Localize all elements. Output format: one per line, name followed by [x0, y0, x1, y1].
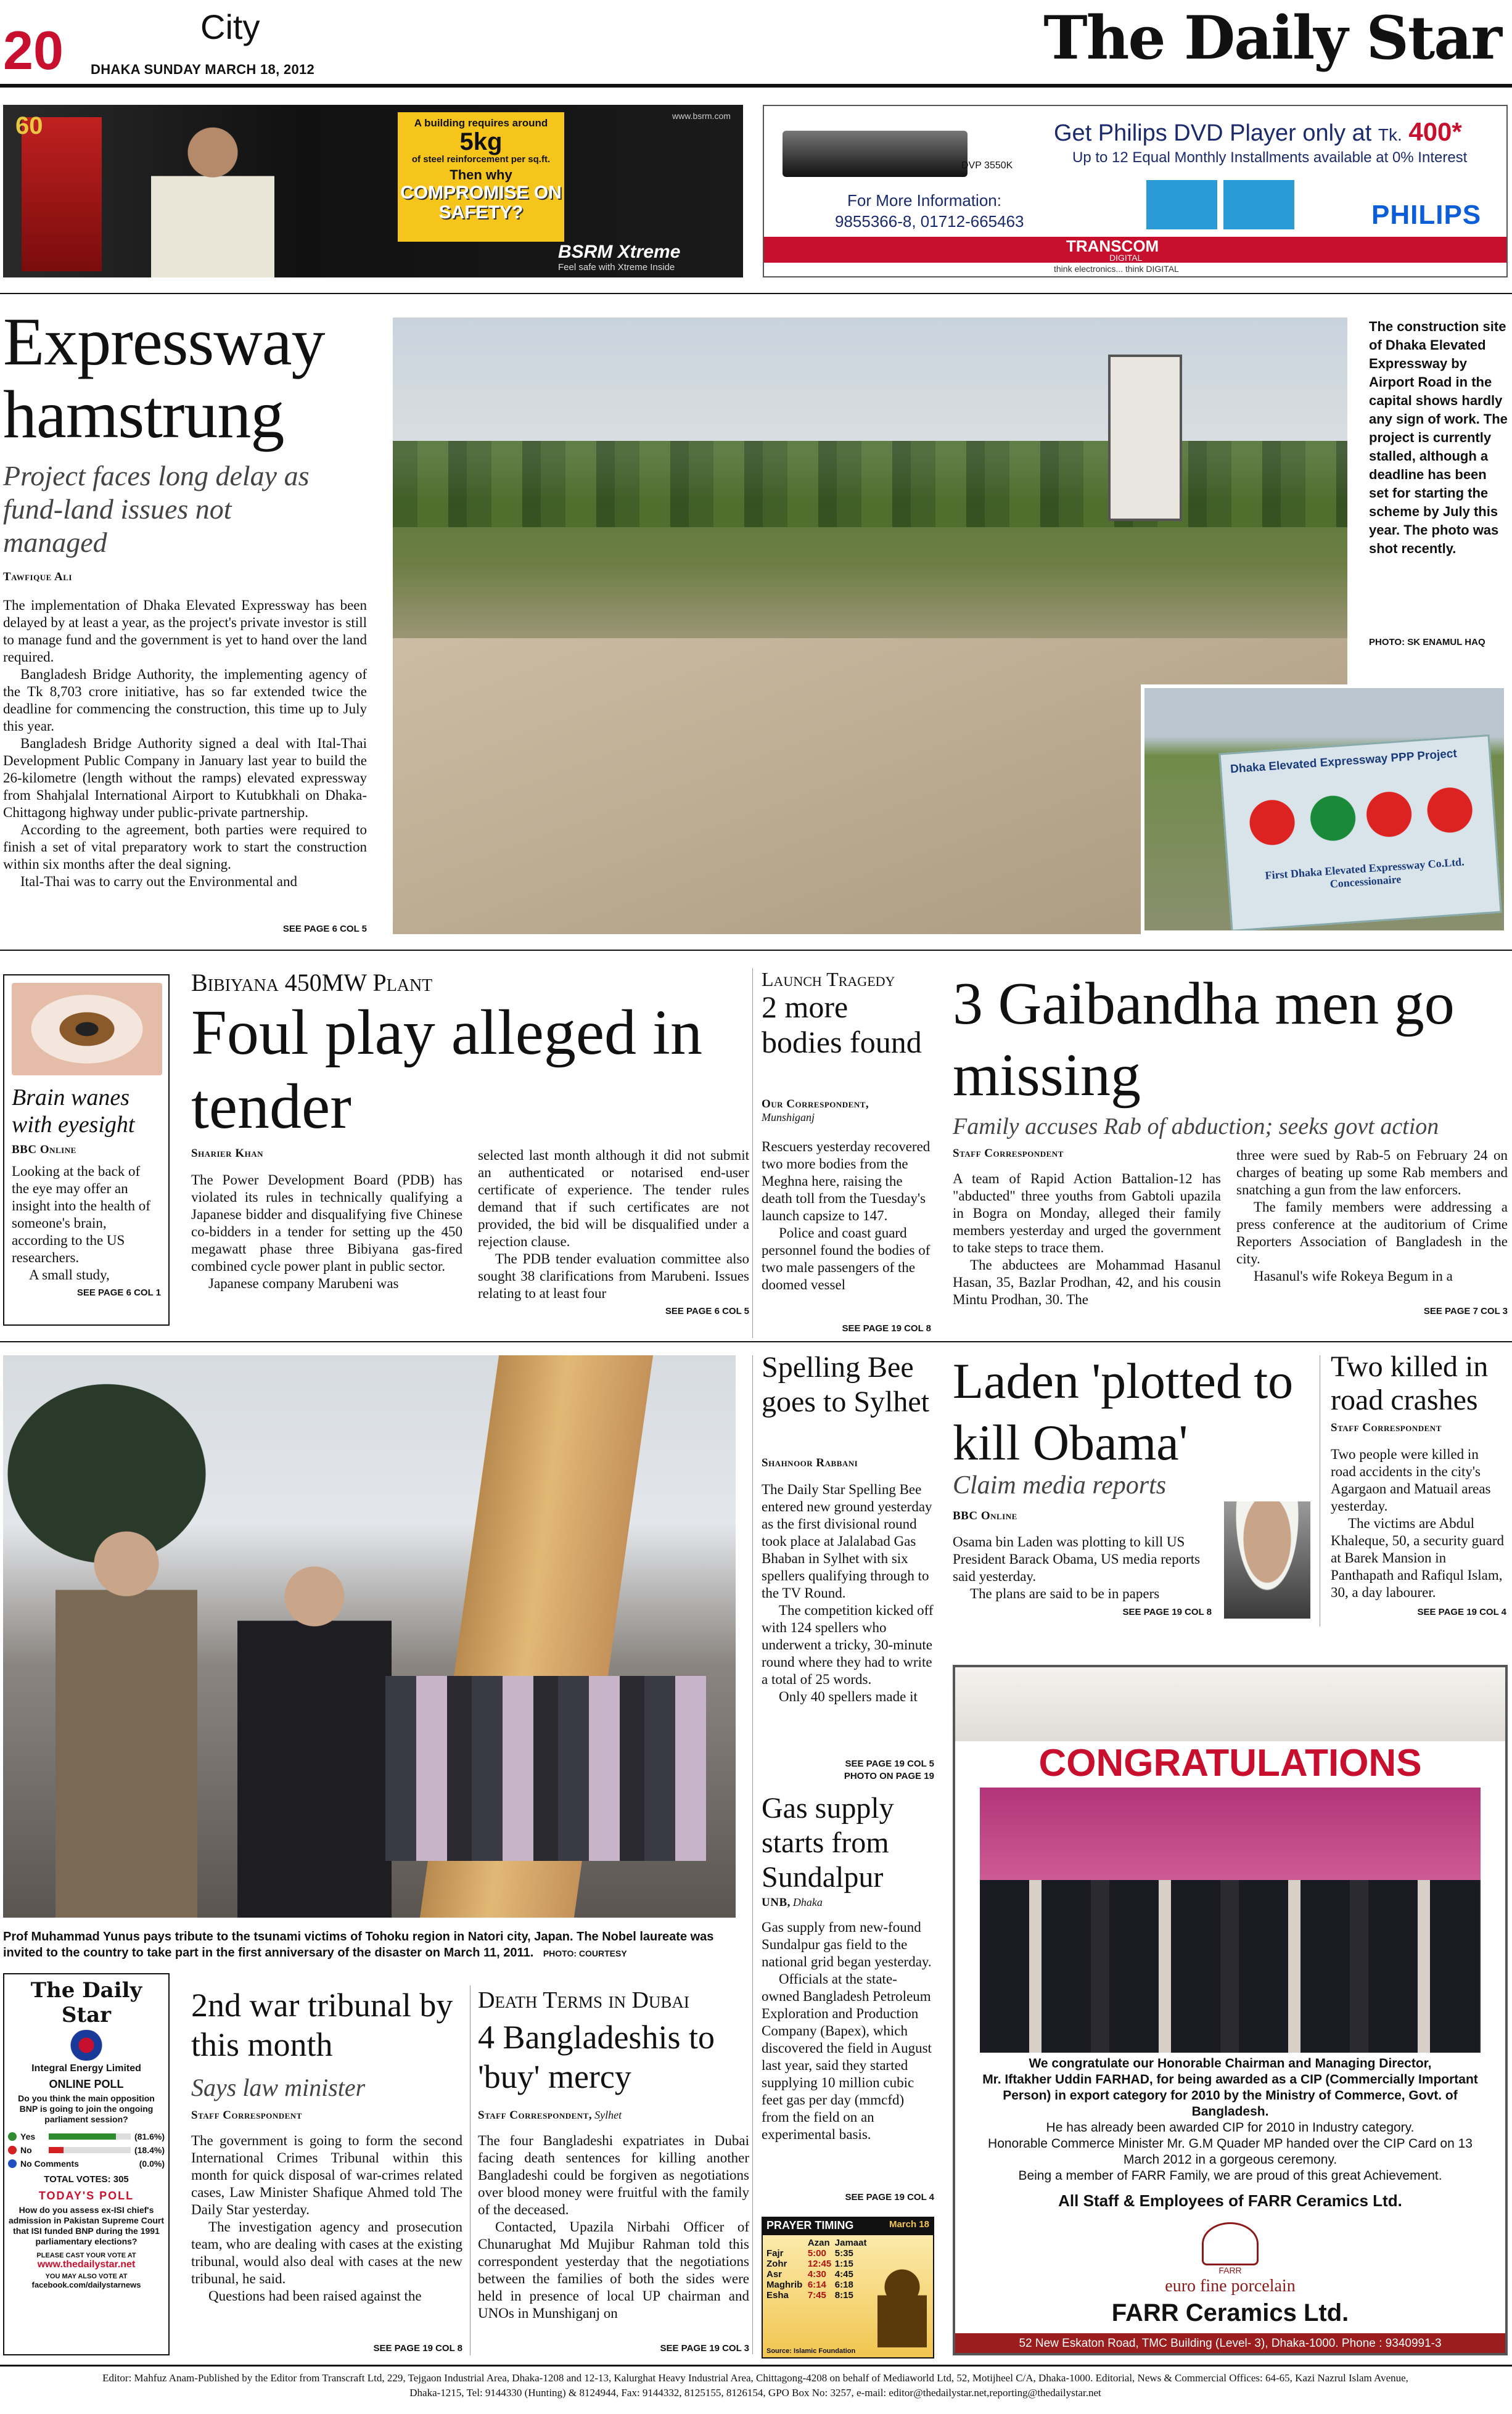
road-see-page: SEE PAGE 19 COL 4: [1417, 1607, 1506, 1617]
prayer-jamaat: 4:45: [834, 2269, 853, 2280]
prayer-source: Source: Islamic Foundation: [766, 2347, 856, 2355]
launch-headline: 2 more bodies found: [762, 990, 922, 1059]
poll-label-no: No: [20, 2145, 32, 2155]
poll-pct-nocomment: (0.0%): [139, 2159, 165, 2169]
launch-para-2: Police and coast guard personnel found the bodies of two male passengers of the doomed vessel: [762, 1225, 931, 1292]
photo-sign-board: [1108, 355, 1182, 521]
lead-byline: Tawfique Ali: [3, 570, 72, 583]
poll-title: ONLINE POLL: [49, 2078, 124, 2090]
gaibandha-byline: Staff Correspondent: [953, 1147, 1064, 1160]
philips-phones: 9855366-8, 01712-665463: [835, 212, 1024, 231]
bibiyana-col2: [478, 1147, 749, 1302]
lead-photo-credit: PHOTO: SK ENAMUL HAQ: [1369, 637, 1485, 647]
gaibandha-subhead: Family accuses Rab of abduction; seeks govt action: [953, 1114, 1439, 1139]
poll-bar-yes: [49, 2133, 116, 2140]
spelling-para-2: The competition kicked off with 124 spellers who underwent a tricky, 30-minute round where they had to write a total of 25 words.: [762, 1603, 934, 1687]
tribunal-para-1: The government is going to form the second International Crimes Tribunal within this month for quick disposal of war-crimes related cases, Law Minister Shafique Ahmed told The Daily Star yesterday.: [191, 2133, 462, 2217]
gas-location: Dhaka: [792, 1896, 823, 1908]
dubai-body: [478, 2132, 749, 2322]
prayer-azan: 7:45: [807, 2290, 826, 2301]
gas-see-page: SEE PAGE 19 COL 4: [845, 2192, 934, 2203]
prayer-title: PRAYER TIMING: [766, 2219, 854, 2231]
poll-bar-track: [49, 2133, 131, 2140]
yunus-photo-credit: PHOTO: COURTESY: [543, 1948, 627, 1958]
tribunal-byline: Staff Correspondent: [191, 2109, 302, 2122]
farr-line-2: Mr. Iftakher Uddin FARHAD, for being awarded as a CIP (Commercially Important Person) in export category for 2010 by the Ministry of Commerce, Govt. of Bangladesh.: [982, 2072, 1478, 2119]
poll-pct-yes: (81.6%): [134, 2132, 165, 2141]
gaibandha-see-page: SEE PAGE 7 COL 3: [1423, 1306, 1508, 1316]
yunus-caption-text: Prof Muhammad Yunus pays tribute to the tsunami victims of Tohoku region in Natori city, Japan. The Nobel laureate was invited to the country to take part in the first anniversary of the disaster on March 11, 2011.: [3, 1930, 714, 1960]
poll-option-no[interactable]: [8, 2143, 165, 2157]
dvd-model: DVP 3550K: [961, 160, 1013, 171]
dubai-para-1: The four Bangladeshi expatriates in Dubai facing death sentences for killing another Bangladeshi could be forgiven as negotiations over blood money were fruitful with the family of the deceased.: [478, 2133, 749, 2217]
spelling-para-1: The Daily Star Spelling Bee entered new ground yesterday as the first divisional round took place at Jalalabad Gas Bhaban in Sylhet with six spellers qualifying through to the TV Round.: [762, 1482, 932, 1601]
tribunal-subhead: Says law minister: [191, 2074, 366, 2101]
poll-dot-nocomment: [8, 2159, 17, 2168]
farr-ceremony-photo: [980, 1788, 1481, 2053]
prayer-row: [766, 2259, 871, 2269]
gaibandha-col1-para-2: The abductees are Mohammad Hasanul Hasan, 35, Bazlar Prodhan, 42, and his cousin Mintu Prodhan, 30. The: [953, 1257, 1221, 1307]
prayer-col-azan: Azan: [807, 2238, 830, 2248]
farr-tagline: euro fine porcelain: [1165, 2276, 1296, 2296]
inset-sign-board: [1218, 734, 1502, 932]
poll-option-nocomment[interactable]: [8, 2157, 165, 2170]
brain-body: Looking at the back of the eye may offer an insight into the health of someone's brain, according to the US researchers.: [12, 1164, 150, 1265]
bsrm-line3: of steel reinforcement per sq.ft.: [411, 154, 551, 165]
spelling-byline: Shahnoor Rabbani: [762, 1456, 858, 1469]
tribunal-headline: 2nd war tribunal by this month: [191, 1987, 453, 2063]
philips-headline: [1054, 117, 1462, 147]
poll-sponsor: Integral Energy Limited: [31, 2063, 141, 2074]
farr-message: [980, 2056, 1481, 2184]
lead-photo-caption: The construction site of Dhaka Elevated Expressway by Airport Road in the capital shows hardly any sign of work. The project is currently stalled, although a deadline has been set for starting the scheme by July this year. The photo was shot recently.: [1369, 319, 1508, 556]
crowd: [385, 1676, 706, 1861]
ads-rule: [0, 293, 1512, 294]
prayer-name: Maghrib: [766, 2280, 803, 2290]
transcom-brand: TRANSCOM: [1066, 237, 1159, 255]
farr-address: 52 New Eskaton Road, TMC Building (Level- 3), Dhaka-1000. Phone : 9340991-3: [1019, 2337, 1442, 2350]
laden-see-page: SEE PAGE 19 COL 8: [1122, 1607, 1212, 1617]
launch-kicker: Launch Tragedy: [762, 968, 895, 990]
zero-interest-badges: [1146, 180, 1294, 229]
bibiyana-col1-para-2: Japanese company Marubeni was: [208, 1276, 399, 1291]
road-byline: Staff Correspondent: [1331, 1421, 1442, 1434]
tribunal-body: [191, 2132, 462, 2305]
lead-body: [3, 597, 367, 890]
yunus-photo: [3, 1355, 736, 1918]
prayer-azan: 4:30: [807, 2269, 826, 2280]
prayer-azan: 5:00: [807, 2248, 826, 2259]
gaibandha-col2-para-3: Hasanul's wife Rokeya Begum in a: [1254, 1268, 1453, 1284]
prayer-name: Asr: [766, 2269, 783, 2280]
prayer-azan: 6:14: [807, 2280, 826, 2290]
prayer-row: [766, 2248, 871, 2259]
farr-staff: All Staff & Employees of FARR Ceramics Ltd.: [1058, 2191, 1402, 2210]
poll-visit: YOU MAY ALSO VOTE AT: [45, 2273, 128, 2280]
poll-logo-icon: [68, 2030, 105, 2061]
monk-figure: [237, 1553, 392, 1918]
page-header: [0, 0, 1512, 86]
gaibandha-col1: [953, 1170, 1221, 1308]
lead-para-5: Ital-Thai was to carry out the Environmental and: [20, 874, 297, 889]
dubai-kicker: Death Terms in Dubai: [478, 1987, 689, 2013]
bibiyana-byline: Sharier Khan: [191, 1147, 263, 1160]
launch-see-page: SEE PAGE 19 COL 8: [842, 1323, 931, 1334]
bsrm-brand: BSRM Xtreme: [558, 242, 681, 262]
prayer-row: [766, 2280, 871, 2290]
road-body: [1331, 1446, 1506, 1601]
farr-ad[interactable]: [953, 1665, 1508, 2355]
prayer-title-bar: [763, 2218, 933, 2235]
laden-subhead: Claim media reports: [953, 1471, 1167, 1500]
poll-option-yes[interactable]: [8, 2130, 165, 2143]
spelling-photo-ref: PHOTO ON PAGE 19: [844, 1771, 934, 1781]
brain-box: [3, 974, 170, 1326]
lead-para-4: According to the agreement, both parties were required to finish a set of vital preparatory work to start the construction within six months after the deal signing.: [3, 822, 367, 872]
page-number: 20: [3, 20, 64, 81]
section-label: City: [200, 7, 260, 46]
gas-headline: Gas supply starts from Sundalpur: [762, 1792, 894, 1894]
mosque-icon: [877, 2261, 927, 2347]
dubai-byline: Staff Correspondent,: [478, 2109, 593, 2122]
spelling-see-page: SEE PAGE 19 COL 5: [845, 1759, 934, 1769]
poll-bar-track: [49, 2147, 131, 2153]
dubai-headline: 4 Bangladeshis to 'buy' mercy: [478, 2019, 715, 2095]
lead-para-3: Bangladesh Bridge Authority signed a deal with Ital-Thai Development Public Company in January last year to build the 26-kilometre (length without the ramps) elevated expressway from Shahjalal International Airport to Kutubkhali on Dhaka-Chittagong highway under public-private partnership.: [3, 736, 367, 820]
gas-body: [762, 1919, 934, 2143]
philips-price-prefix: Tk.: [1378, 125, 1402, 144]
prayer-jamaat: 6:18: [834, 2280, 853, 2290]
brain-headline: Brain wanes with eyesight: [12, 1085, 135, 1138]
bsrm-tagline: Feel safe with Xtreme Inside: [558, 262, 675, 273]
poll-dot-yes: [8, 2132, 17, 2141]
gaibandha-col2-para-1: three were sued by Rab-5 on February 24 on charges of beating up some Rab members and snatching a gun from the law enforcers.: [1236, 1147, 1508, 1197]
poll-results: [8, 2130, 165, 2170]
farr-title: CONGRATULATIONS: [1038, 1742, 1422, 1784]
philips-headline-text: Get Philips DVD Player only at: [1054, 120, 1372, 146]
transcom-tagline: think electronics... think DIGITAL: [1054, 264, 1179, 274]
laden-para-1: Osama bin Laden was plotting to kill US President Barack Obama, US media reports said yesterday.: [953, 1534, 1201, 1584]
bibiyana-kicker: Bibiyana 450MW Plant: [191, 969, 433, 996]
philips-price: 400*: [1408, 117, 1462, 146]
brain-see-page: SEE PAGE 6 COL 1: [76, 1287, 161, 1298]
bibiyana-col2-para-1: selected last month although it did not submit an authenticated or notarised end-user certificate of experience. The tender rules demand that if such certificates are not provided, the bid will be disqualified under a rejection clause.: [478, 1147, 749, 1249]
bsrm-line4: Then why: [450, 167, 512, 183]
launch-location: Munshiganj: [762, 1111, 815, 1123]
dubai-see-page: SEE PAGE 19 COL 3: [660, 2343, 749, 2354]
poll-pct-no: (18.4%): [134, 2145, 165, 2155]
bsrm-years-badge: 60: [15, 112, 43, 139]
bibiyana-see-page: SEE PAGE 6 COL 5: [665, 1306, 749, 1316]
header-rule: [0, 84, 1512, 88]
dvd-player-image: [783, 131, 968, 177]
farr-line-3: He has already been awarded CIP for 2010 in Industry category.: [1046, 2120, 1415, 2135]
bsrm-line5: COMPROMISE ON SAFETY?: [400, 183, 562, 223]
bibiyana-col1-para-1: The Power Development Board (PDB) has violated its rules in technically qualifying a Japanese bidder and disqualifying five Chinese co-bidders in a tender for setting up the 450 megawatt phase three Bibiyana gas-fired combined cycle power plant in public sector.: [191, 1172, 462, 1274]
poll-cta: PLEASE CAST YOUR VOTE AT: [36, 2252, 136, 2259]
prayer-row: [766, 2290, 871, 2301]
laden-portrait: [1224, 1501, 1310, 1619]
tribunal-para-3: Questions had been raised against the: [208, 2288, 422, 2304]
prayer-col-jamaat: Jamaat: [834, 2238, 867, 2248]
prayer-date: March 18: [889, 2219, 929, 2230]
launch-para-1: Rescuers yesterday recovered two more bodies from the Meghna here, raising the death toll from the Tuesday's launch capsize to 147.: [762, 1139, 931, 1223]
tribunal-para-2: The investigation agency and prosecution team, who are dealing with cases at the existing tribunal, would also deal with cases at the new tribunal, he said.: [191, 2219, 462, 2286]
yunus-caption: [3, 1929, 736, 1961]
philips-ad[interactable]: [763, 105, 1508, 277]
col-rule-1: [752, 968, 753, 1338]
prayer-name: Zohr: [766, 2259, 787, 2269]
prayer-name: Fajr: [766, 2248, 784, 2259]
gas-para-1: Gas supply from new-found Sundalpur gas field to the national grid began yesterday.: [762, 1919, 932, 1969]
inset-sign-logos: [1242, 781, 1479, 852]
farr-line-5: Being a member of FARR Family, we are proud of this great Achievement.: [1018, 2169, 1442, 2183]
bsrm-building-image: [22, 117, 102, 271]
poll-label-nocomment: No Comments: [20, 2159, 79, 2169]
prayer-table-header: [766, 2238, 871, 2248]
prayer-name: Esha: [766, 2290, 789, 2301]
philips-subline: Up to 12 Equal Monthly Installments available at 0% Interest: [1072, 149, 1468, 166]
farr-logo-icon: [1202, 2222, 1259, 2265]
bsrm-man-image: [151, 117, 274, 277]
dubai-para-2: Contacted, Upazila Nirbahi Officer of Chunarughat Md Mujibur Rahman told this correspondent yesterday that the negotiations between the families of both the sides were held in presence of local UP chairman and UNOs in Munshiganj on: [478, 2219, 749, 2321]
footer-rule: [0, 2365, 1512, 2367]
bibiyana-col2-para-2: The PDB tender evaluation committee also sought 38 clarifications from Marubeni. Issues relating to at least four: [478, 1251, 749, 1301]
lead-subhead: Project faces long delay as fund-land issues not managed: [3, 460, 310, 558]
eye-image: [12, 983, 162, 1075]
farr-line-4: Honorable Commerce Minister Mr. G.M Quader MP handed over the CIP Card on 13 March 2012 in a gorgeous ceremony.: [988, 2137, 1473, 2167]
masthead: The Daily Star: [1043, 3, 1501, 73]
spelling-para-3: Only 40 spellers made it: [779, 1689, 918, 1704]
poll-url-link[interactable]: www.thedailystar.net: [37, 2259, 136, 2270]
gaibandha-col1-para-1: A team of Rapid Action Battalion-12 has "abducted" three youths from Gabtoli upazila in Bogra on Monday, alleged their family members yesterday and urged the government to take steps to trace them.: [953, 1171, 1221, 1255]
footer-line-2: Dhaka-1215, Tel: 9144330 (Hunting) & 8124944, Fax: 9144332, 8125155, 8126154, GPO Box No: 3257, e-mail: editor@thedailystar.net,reporting@thedailystar.net: [409, 2387, 1101, 2399]
gaibandha-headline: 3 Gaibandha men go missing: [953, 971, 1455, 1109]
lead-para-2: Bangladesh Bridge Authority, the implementing agency of the Tk 8,703 crore initiative, has so far extended twice the deadline for commencing the construction, this time up to July this year.: [3, 667, 367, 734]
col-rule-2: [752, 1355, 753, 2354]
prayer-azan: 12:45: [807, 2259, 832, 2269]
bibiyana-col1: [191, 1172, 462, 1292]
prayer-table: [766, 2238, 871, 2301]
farr-banner-image: [955, 1667, 1505, 1741]
prayer-col-name: [766, 2238, 808, 2248]
poll-box: [3, 1973, 170, 2355]
launch-byline: Our Correspondent,: [762, 1098, 869, 1111]
poll-today-question: How do you assess ex-ISI chief's admission in Pakistan Supreme Court that ISI funded BNP during the 1991 parliamentary elections?: [8, 2205, 165, 2246]
prayer-box: [762, 2217, 934, 2359]
poll-today-title: TODAY'S POLL: [38, 2190, 134, 2202]
lead-para-1: The implementation of Dhaka Elevated Expressway has been delayed by at least a year, as the project's private investor is still to manage fund and the government is yet to hand over the land required.: [3, 597, 367, 665]
farr-logo: FARR: [1218, 2265, 1242, 2275]
philips-brand: PHILIPS: [1371, 200, 1482, 230]
spelling-body: [762, 1481, 934, 1706]
transcom-sub: DIGITAL: [1109, 253, 1143, 263]
bibiyana-headline: Foul play alleged in tender: [191, 997, 702, 1142]
inset-sign-footer: First Dhaka Elevated Expressway Co.Ltd. Concessionaire: [1264, 855, 1465, 890]
dubai-byline-block: [478, 2109, 622, 2122]
philips-info-label: For More Information:: [847, 191, 1001, 210]
road-para-2: The victims are Abdul Khaleque, 50, a security guard at Barek Mansion in Panthapath and Rafiqul Islam, 30, a day labourer.: [1331, 1516, 1505, 1600]
bsrm-ad[interactable]: [3, 105, 743, 277]
laden-headline: Laden 'plotted to kill Obama': [953, 1353, 1294, 1471]
lead-see-page: SEE PAGE 6 COL 5: [282, 924, 367, 934]
prayer-jamaat: 1:15: [834, 2259, 853, 2269]
prayer-row: [766, 2269, 871, 2280]
road-headline: Two killed in road crashes: [1331, 1350, 1489, 1416]
poll-label-yes: Yes: [20, 2132, 36, 2141]
mid-rule: [0, 1341, 1512, 1342]
poll-masthead: The Daily Star: [30, 1978, 142, 2027]
bsrm-copy-panel: [398, 112, 564, 242]
farr-company: FARR Ceramics Ltd.: [1111, 2299, 1349, 2326]
prayer-jamaat: 8:15: [834, 2290, 853, 2301]
poll-dot-no: [8, 2146, 17, 2154]
spelling-headline: Spelling Bee goes to Sylhet: [762, 1351, 929, 1418]
poll-fb-link[interactable]: facebook.com/dailystarnews: [31, 2280, 141, 2289]
yunus-figure: [55, 1516, 197, 1918]
bsrm-url[interactable]: www.bsrm.com: [672, 111, 731, 121]
footer-imprint: [3, 2371, 1508, 2400]
laden-body: [953, 1533, 1218, 1603]
poll-bar-no: [49, 2147, 64, 2153]
lead-bottom-rule: [0, 950, 1512, 951]
bsrm-line2: 5kg: [459, 128, 503, 155]
road-para-1: Two people were killed in road accidents in the city's Agargaon and Matuail areas yesterday.: [1331, 1447, 1491, 1514]
brain-byline: BBC Online: [12, 1143, 76, 1156]
gaibandha-col2-para-2: The family members were addressing a press conference at the auditorium of Crime Reporters Association of Bangladesh in the city.: [1236, 1199, 1508, 1267]
poll-question: Do you think the main opposition BNP is going to join the ongoing parliament session?: [18, 2093, 155, 2124]
laden-byline: BBC Online: [953, 1509, 1017, 1522]
farr-line-1: We congratulate our Honorable Chairman and Managing Director,: [1029, 2056, 1432, 2071]
lead-headline: Expressway hamstrung: [3, 304, 325, 452]
poll-total: TOTAL VOTES: 305: [44, 2174, 129, 2185]
prayer-jamaat: 5:35: [834, 2248, 853, 2259]
photo-treeline: [393, 441, 1347, 527]
tribunal-see-page: SEE PAGE 19 COL 8: [373, 2343, 462, 2354]
brain-body-2: A small study,: [29, 1267, 110, 1283]
laden-para-2: The plans are said to be in papers: [970, 1586, 1160, 1601]
gas-para-2: Officials at the state-owned Bangladesh Petroleum Exploration and Production Company (Bapex), which discovered the field in August last year, said they started supplying 10 million cubic feet gas per day (mmcfd) from the field on an experimental basis.: [762, 1971, 932, 2142]
dateline: DHAKA SUNDAY MARCH 18, 2012: [91, 62, 315, 77]
bsrm-line1: A building requires around: [414, 117, 548, 129]
gas-byline-block: [762, 1896, 823, 1910]
ceremony-people: [980, 1880, 1481, 2053]
inset-sign-photo: [1141, 684, 1508, 934]
launch-byline-block: [762, 1098, 869, 1124]
dubai-location: Sylhet: [594, 2109, 622, 2121]
gaibandha-col2: [1236, 1147, 1508, 1285]
footer-line-1: Editor: Mahfuz Anam-Published by the Editor from Transcraft Ltd, 229, Tejgaon Industrial Area, Dhaka-1208 and 12-13, Kalurghat Heavy Industrial Area, Chittagong-4208 on behalf of Mediaworld Ltd, 52, Motijheel C/A, Dhaka-1000. Editorial, News & Commercial Offices: 64-65, Kazi Nazrul Islam Avenue,: [102, 2372, 1408, 2384]
launch-body: [762, 1138, 931, 1294]
gas-byline: UNB,: [762, 1896, 791, 1909]
inset-sign-title: Dhaka Elevated Expressway PPP Project: [1230, 747, 1458, 776]
